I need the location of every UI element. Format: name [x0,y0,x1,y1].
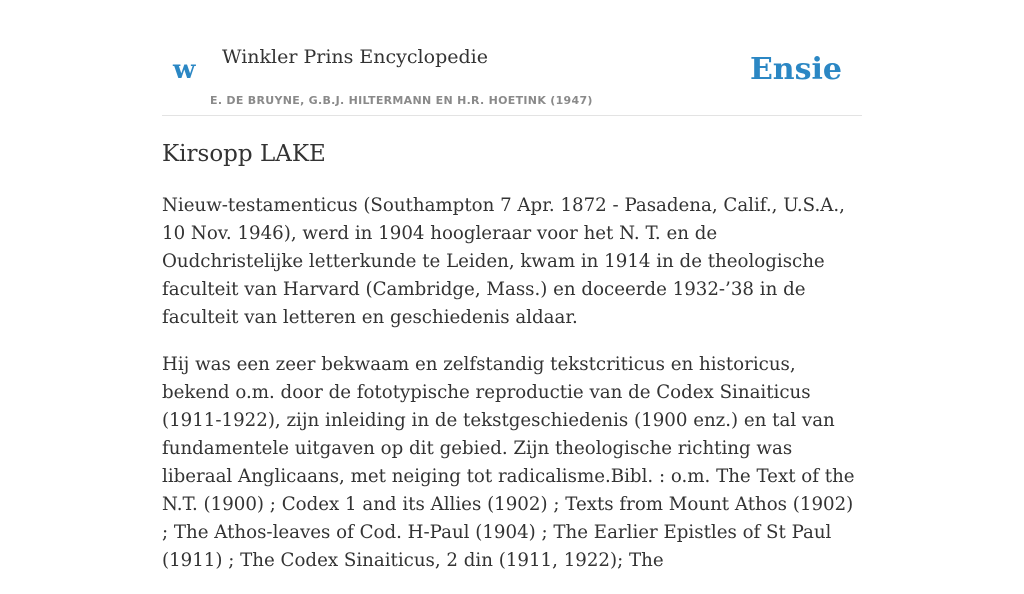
article-paragraph-1: Nieuw-testamenticus (Southampton 7 Apr. 1872 - Pasadena, Calif., U.S.A., 10 Nov. 1946), werd in 1904 hoogleraar voor het N. T. en de Oudchristelijke letterkunde te Leiden, kwam in 1914 in de theologische faculteit van Harvard (Cambridge, Mass.) en doceerde 1932-’38 in de faculteit van letteren en geschiedenis aldaar. [162,195,845,328]
header-divider [162,115,862,116]
encyclopedia-logo-icon[interactable]: w [173,55,196,85]
article-body [162,192,862,594]
article-title: Kirsopp LAKE [162,141,326,167]
source-title[interactable]: Winkler Prins Encyclopedie [222,46,488,68]
ensie-logo[interactable]: Ensie [749,52,842,87]
article-paragraph-2: Hij was een zeer bekwaam en zelfstandig tekstcriticus en historicus, bekend o.m. door de fototypische reproductie van de Codex Sinaiticus (1911-1922), zijn inleiding in de tekstgeschiedenis (1900 enz.) en tal van fundamentele uitgaven op dit gebied. Zijn theologische richting was liberaal Anglicaans, met neiging tot radicalisme.Bibl. : o.m. The Text of the N.T. (1900) ; Codex 1 and its Allies (1902) ; Texts from Mount Athos (1902) ; The Athos-leaves of Cod. H-Paul (1904) ; The Earlier Epistles of St Paul (1911) ; The Codex Sinaiticus, 2 din (1911, 1922); The [162,354,855,571]
source-subtitle: E. DE BRUYNE, G.B.J. HILTERMANN EN H.R. HOETINK (1947) [210,94,593,107]
